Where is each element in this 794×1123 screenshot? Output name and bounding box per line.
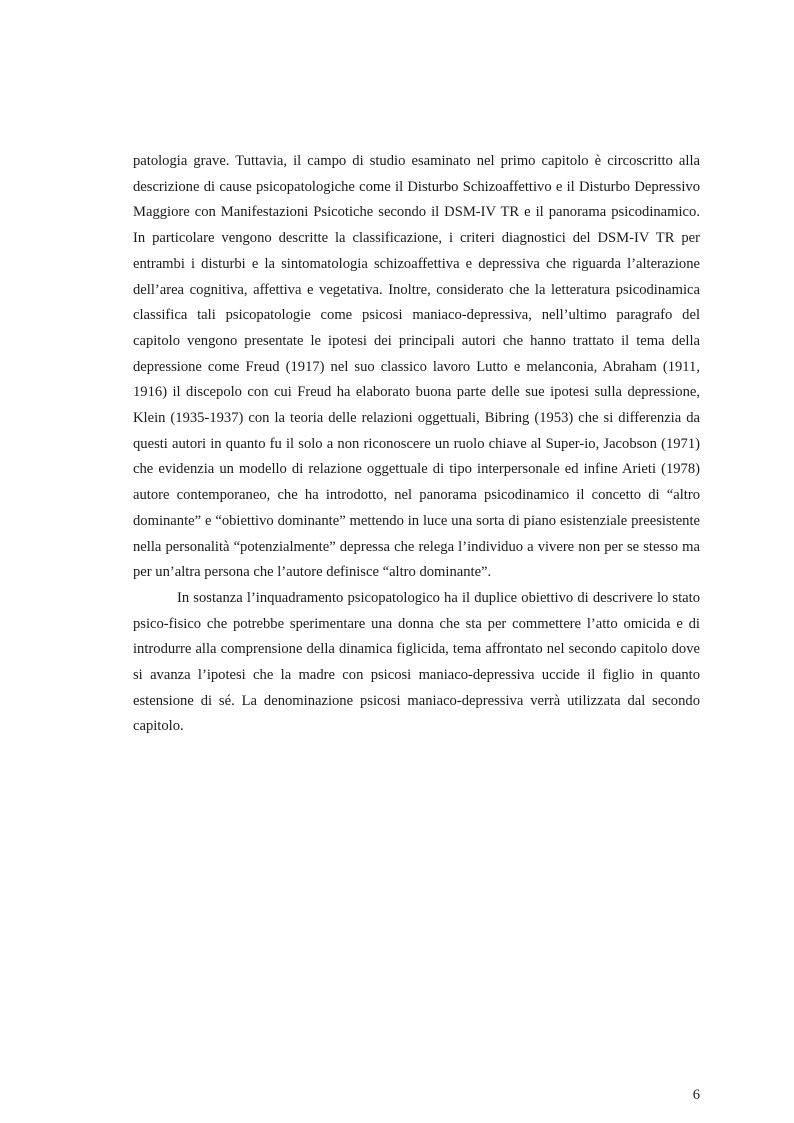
body-text — [133, 149, 700, 740]
paragraph-summary: In sostanza l’inquadramento psicopatologico ha il duplice obiettivo di descrivere lo stato psico-fisico che potrebbe sperimentare una donna che sta per commettere l’atto omicida e di introdurre alla comprensione della dinamica figlicida, tema affrontato nel secondo capitolo dove si avanza l’ipotesi che la madre con psicosi maniaco-depressiva uccide il figlio in quanto estensione di sé. La denominazione psicosi maniaco-depressiva verrà utilizzata dal secondo capitolo. — [133, 589, 700, 735]
page-number: 6 — [692, 1087, 700, 1103]
paragraph-continuation: patologia grave. Tuttavia, il campo di studio esaminato nel primo capitolo è circoscritto alla descrizione di cause psicopatologiche come il Disturbo Schizoaffettivo e il Disturbo Depressivo Maggiore con Manifestazioni Psicotiche secondo il DSM-IV TR e il panorama psicodinamico. In particolare vengono descritte la classificazione, i criteri diagnostici del DSM-IV TR per entrambi i disturbi e la sintomatologia schizoaffettiva e depressiva che riguarda l’alterazione dell’area cognitiva, affettiva e vegetativa. Inoltre, considerato che la letteratura psicodinamica classifica tali psicopatologie come psicosi maniaco-depressiva, nell’ultimo paragrafo del capitolo vengono presentate le ipotesi dei principali autori che hanno trattato il tema della depressione come Freud (1917) nel suo classico lavoro Lutto e melanconia, Abraham (1911, 1916) il discepolo con cui Freud ha elaborato buona parte delle sue ipotesi sulla depressione, Klein (1935-1937) con la teoria delle relazioni oggettuali, Bibring (1953) che si differenzia da questi autori in quanto fu il solo a non riconoscere un ruolo chiave al Super-io, Jacobson (1971) che evidenzia un modello di relazione oggettuale di tipo interpersonale ed infine Arieti (1978) autore contemporaneo, che ha introdotto, nel panorama psicodinamico il concetto di “altro dominante” e “obiettivo dominante” mettendo in luce una sorta di piano esistenziale preesistente nella personalità “potenzialmente” depressa che relega l’individuo a vivere non per se stesso ma per un’altra persona che l’autore definisce “altro dominante”. — [133, 153, 700, 581]
